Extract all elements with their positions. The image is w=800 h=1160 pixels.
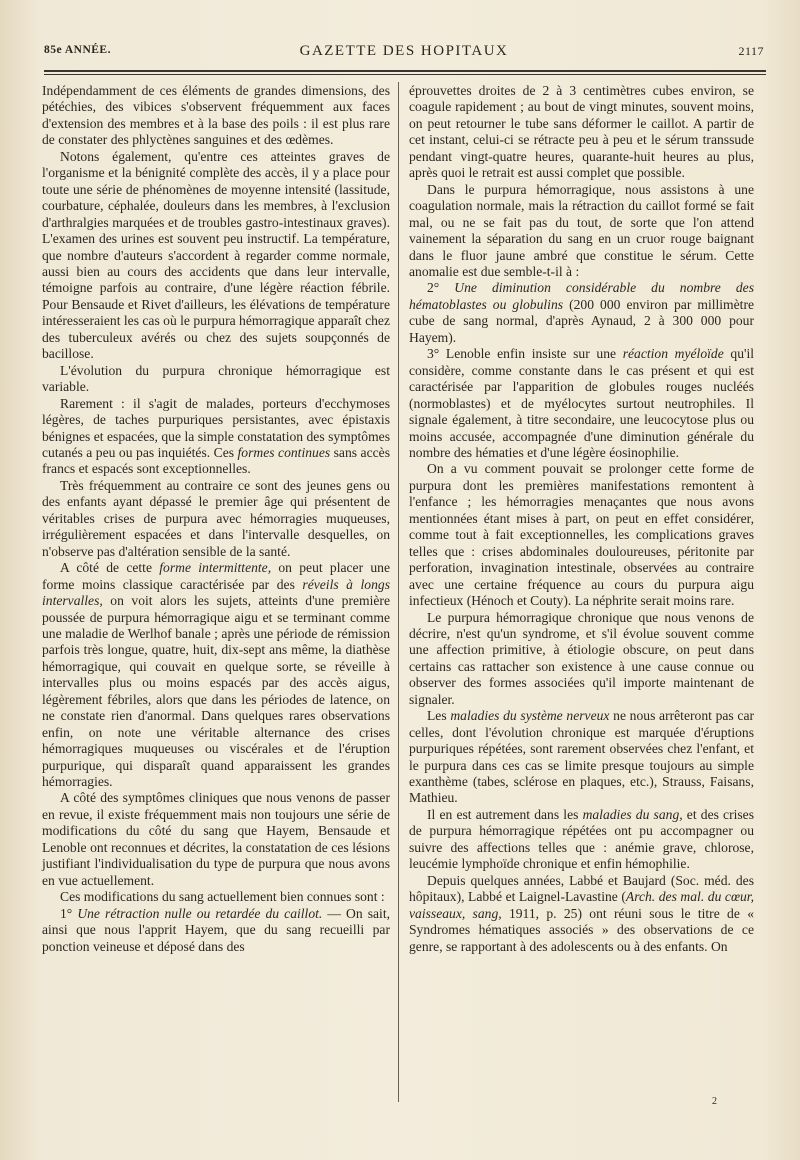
paragraph <box>42 906 390 955</box>
italic-text: Une diminution considérable du nombre des hématoblastes ou globulins <box>409 280 754 312</box>
text-run: on peut placer une forme moins classique caractérisée par des <box>42 560 390 592</box>
signature-mark: 2 <box>712 1096 717 1107</box>
italic-text: maladies du système nerveux <box>450 708 610 724</box>
paragraph: Très fréquemment au contraire ce sont des jeunes gens ou des enfants ayant dépassé le premier âge qui présentent de véritables crises de purpura avec hémorragies muqueuses, irrégulièrement espacées et dans l'intervalle desquelles, on n'observe pas d'altération sensible de la santé. <box>42 477 390 559</box>
paragraph: Notons également, qu'entre ces atteintes graves de l'organisme et la bénignité complète des accès, il y a place pour toute une série de phénomènes de moyenne intensité (lassitude, courbature, céphalée, douleurs dans les membres, à l'exclusion d'arthralgies marquées et de troubles gastro-intestinaux graves). L'examen des urines est souvent peu instructif. La température, que nombre d'auteurs s'accordent à regarder comme normale, aussi bien au cours des accidents que dans leur intervalle, témoigne parfois au contraire, d'une légère réaction fébrile. Pour Bensaude et Rivet d'ailleurs, les élévations de température intéresseraient les cas où le purpura hémorragique apparaît chez des tuberculeux avérés ou chez des sujets soupçonnés de bacillose. <box>42 148 390 362</box>
text-run: Il en est autrement dans les <box>427 806 583 822</box>
left-column <box>42 83 390 955</box>
text-run: on voit alors les sujets, atteints d'une première poussée de purpura hémorragique aigu et se terminant comme une maladie de Werlhof banale ; après une période de rémission parfois très longue, quatre, huit, dix-sept ans même, la diathèse hémorragique, qui couvait en quelque sorte, se réveille à intervalles plus ou moins espacés par des accès aigus, légèrement fébriles, alors que dans les périodes de latence, on ne constate rien d'anormal. Dans quelques rares observations enfin, on note une véritable alternance des crises hémorragiques muqueuses ou viscérales et de l'éruption purpurique, qui disparaît quand apparaissent les grandes hémorragies. <box>42 593 390 790</box>
page-header <box>44 44 764 64</box>
paragraph <box>42 396 390 478</box>
text-run: qu'il considère, comme constante dans le cas présent et qui est caractérisée par l'apparition de globules rouges nucléés (normoblastes) et de myélocytes surtout neutrophiles. Il signale également, à titre secondaire, une leucocytose plus ou moins accusée, accompagnée d'une diminution générale du nombre des hématies et d'une légère éosinophilie. <box>409 346 755 460</box>
text-run: ne nous arrêteront pas car celles, dont l'évolution chronique est marquée d'éruptions purpuriques répétées, sont rarement observées chez l'enfant, et le purpura dans ces cas se limite presque toujours au simple exanthème (tabes, sclérose en plaques, etc.), Strauss, Faisans, Mathieu. <box>409 708 755 806</box>
paragraph: Dans le purpura hémorragique, nous assistons à une coagulation normale, mais la rétraction du caillot formé se fait mal, ou ne se fait pas du tout, de sorte que l'on attend vainement la séparation du sang en un cruor rouge baignant dans le fluor jaune ambré que constitue le sérum. Cette anomalie est due semble-t-il à : <box>409 181 754 279</box>
column-separator <box>398 82 399 1102</box>
text-run: 1911, p. 25) ont réuni sous le titre de « Syndromes hématiques associés » des observations de ce genre, se rapportant à des adolescents ou à des enfants. On <box>409 905 754 954</box>
text-run: Les <box>427 708 451 724</box>
paragraph <box>42 560 390 790</box>
text-run: A côté de cette <box>60 560 160 576</box>
text-run: Depuis quelques années, Labbé et Baujard (Soc. méd. des hôpitaux), Labbé et Laignel-Lavastine ( <box>409 872 754 905</box>
paragraph: On a vu comment pouvait se prolonger cette forme de purpura dont les premières manifestations remontent à l'enfance ; les hémorragies menaçantes que nous avons mentionnées étant mises à part, on peut en effet considérer, comme tout à fait exceptionnelles, les complications graves telles que : crises abdominales douloureuses, péritonite par perforation, invagination intestinale, observées au contraire avec une certaine fréquence au cours du purpura aigu infectieux (Hénoch et Couty). La néphrite serait moins rare. <box>409 461 754 609</box>
paragraph <box>409 346 754 461</box>
paragraph <box>409 807 754 873</box>
italic-text: formes continues <box>237 444 331 460</box>
italic-text: Une rétraction nulle ou retardée du caillot. <box>77 905 323 921</box>
paragraph: A côté des symptômes cliniques que nous venons de passer en revue, il existe fréquemment mais non toujours une série de modifications du côté du sang que Hayem, Bensaude et Lenoble ont reconnues et décrites, la constatation de ces lésions justifiant l'individualisation du type de purpura que nous avons en vue actuellement. <box>42 790 390 888</box>
text-run: 1° <box>60 905 78 921</box>
paragraph: Le purpura hémorragique chronique que nous venons de décrire, n'est qu'un syndrome, et s'il évolue souvent comme une affection primitive, à étiologie obscure, on peut dans certains cas rattacher son existence à une cause connue ou observer des formes associées qu'il importe maintenant de signaler. <box>409 609 754 707</box>
paragraph: Indépendamment de ces éléments de grandes dimensions, des pétéchies, des vibices s'observent fréquemment aux faces d'extension des membres et à la base des poils : il est plus rare de constater des phlyctènes sanguines et des œdèmes. <box>42 83 390 148</box>
header-year: 85e ANNÉE. <box>44 44 111 56</box>
header-page-number: 2117 <box>738 44 764 58</box>
italic-text: Arch. des mal. du cœur, vaisseaux, sang, <box>409 889 754 921</box>
text-run: Rarement : il s'agit de malades, porteurs d'ecchymoses légères, de taches purpuriques persistantes, avec épistaxis bénignes et espacées, que la simple constatation des symptômes cutanés a peu ou pas inquiétés. Ces <box>42 395 390 460</box>
header-rule-thick <box>44 70 766 72</box>
paragraph <box>409 873 754 955</box>
text-run: 2° <box>427 280 455 296</box>
italic-text: réaction myéloïde <box>622 346 724 362</box>
paragraph: éprouvettes droites de 2 à 3 centimètres cubes environ, se coagule rapidement ; au bout de vingt minutes, souvent moins, on peut retourner le tube sans déformer le caillot. A partir de cet instant, celui-ci se rétracte peu à peu et le sérum transsude pendant vingt-quatre heures, quarante-huit heures au plus, après quoi le retrait est aussi complet que possible. <box>409 83 754 181</box>
paragraph: Ces modifications du sang actuellement bien connues sont : <box>60 889 385 905</box>
header-rule-thin <box>44 74 766 75</box>
paragraph <box>409 708 754 807</box>
italic-text: forme intermittente, <box>159 560 272 576</box>
text-run: sans accès francs et espacés sont exceptionnelles. <box>42 444 390 477</box>
text-run: 3° Lenoble enfin insiste sur une <box>427 346 623 362</box>
text-run: (200 000 environ par millimètre cube de sang normal, d'après Aynaud, 2 à 300 000 pour Hayem). <box>409 296 755 345</box>
header-title: GAZETTE DES HOPITAUX <box>299 43 509 59</box>
text-run: et des crises de purpura hémorragique répétées ont pu accompagner ou suivre des affections telles que : anémie grave, chlorose, leucémie lymphoïde chronique et enfin hémophilie. <box>409 806 754 872</box>
paragraph <box>409 280 754 346</box>
right-column <box>409 83 754 955</box>
text-run: — On sait, ainsi que nous l'apprit Hayem, que du sang recueilli par ponction veineuse et déposé dans des <box>42 905 390 954</box>
italic-text: maladies du sang, <box>582 806 683 822</box>
paragraph: L'évolution du purpura chronique hémorragique est variable. <box>42 362 390 395</box>
italic-text: réveils à longs intervalles, <box>42 576 390 609</box>
